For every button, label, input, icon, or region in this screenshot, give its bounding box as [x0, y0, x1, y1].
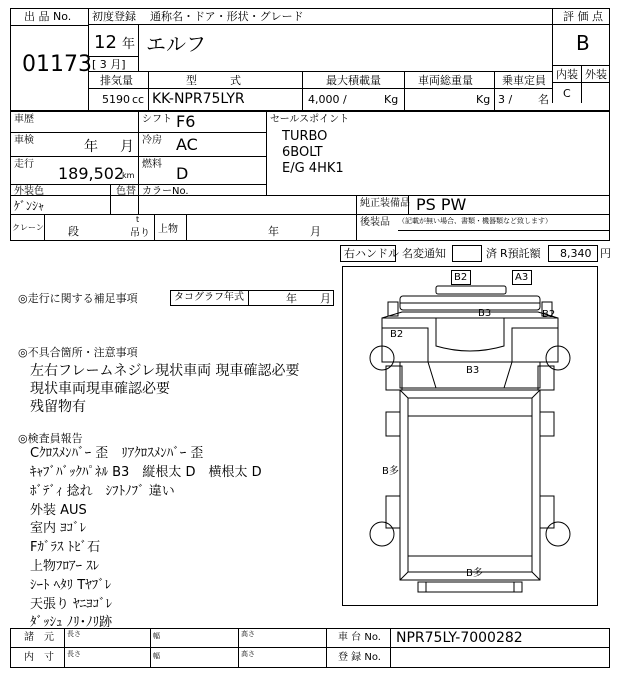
exterior-color-label: 外装色	[14, 186, 44, 197]
max-load-unit: Kg	[384, 93, 399, 106]
max-load-label: 最大積載量	[326, 74, 381, 87]
aftermarket-label: 後装品	[360, 217, 390, 228]
inspector-line-3: ﾎﾞﾃﾞｨ 捻れ ｼﾌﾄﾉﾌﾞ 違い	[30, 484, 175, 499]
lot-label: 出 品 No.	[24, 10, 72, 23]
tachograph-label: タコグラフ年式	[174, 292, 244, 303]
ac-value: AC	[176, 135, 198, 154]
upper-year: 年	[268, 225, 279, 238]
capacity-unit: 名	[538, 93, 549, 106]
gross-weight-unit: Kg	[476, 93, 491, 106]
vehicle-type-value: KK-NPR75LYR	[152, 91, 245, 107]
name-change-mark: 済	[486, 247, 497, 260]
driving-notes-title: ◎走行に関する補足事項	[18, 292, 138, 305]
color-change-label: 色替	[116, 186, 136, 197]
tachograph-month: 月	[320, 292, 331, 305]
history-label: 車歴	[14, 114, 34, 125]
gross-weight-label: 車両総重量	[418, 74, 473, 87]
mileage-unit: km	[122, 171, 135, 180]
shift-value: F6	[176, 112, 196, 131]
shift-label: シフト	[142, 114, 172, 125]
inspection-month-unit: 月	[120, 139, 134, 155]
max-load-value: 4,000 /	[308, 93, 347, 106]
mark-b2-right: B2	[542, 309, 556, 320]
displacement-label: 排気量	[100, 74, 133, 87]
displacement-unit: cc	[132, 93, 145, 106]
inspector-line-2: ｷｬﾌﾞﾊﾞｯｸﾊﾟﾈﾙ B3 縦根太 D 横根太 D	[30, 465, 262, 480]
defects-title: ◎不具合箇所・注意事項	[18, 346, 138, 359]
inspector-line-9: 天張り ﾔﾆﾖｺﾞﾚ	[30, 597, 113, 612]
inspector-line-1: Cｸﾛｽﾒﾝﾊﾞｰ 歪 ﾘｱｸﾛｽﾒﾝﾊﾞｰ 歪	[30, 446, 204, 461]
mileage-label: 走行	[14, 159, 34, 170]
chassis-label: 車 台 No.	[338, 632, 381, 643]
upper-month: 月	[310, 225, 321, 238]
defect-line-3: 残留物有	[30, 399, 86, 415]
ac-label: 冷房	[142, 135, 162, 146]
crane-ton: t	[136, 215, 140, 224]
inspector-line-8: ｼｰﾄ ﾍﾀﾘ Tﾔﾌﾞﾚ	[30, 578, 112, 593]
interior-dims-label: 内 寸	[24, 652, 54, 663]
inspection-year-unit: 年	[84, 139, 98, 155]
interior-length-label: 長さ	[67, 650, 81, 658]
defect-line-2: 現状車両現車確認必要	[30, 381, 170, 397]
inspection-label: 車検	[14, 135, 34, 146]
mileage-value: 189,502	[58, 164, 125, 183]
mark-a3-top: A3	[515, 272, 529, 283]
model-label: 通称名・ドア・形状・グレード	[150, 10, 304, 23]
exterior-rating-label: 外装	[585, 68, 607, 81]
mark-b-bottom: B多	[466, 568, 483, 579]
inspector-line-5: 室内 ﾖｺﾞﾚ	[30, 521, 87, 536]
color-no-label: カラーNo.	[142, 186, 189, 197]
displacement-value: 5190	[102, 93, 130, 106]
dims-label: 諸 元	[24, 632, 54, 643]
rating-label: 評 価 点	[563, 10, 603, 23]
crane-hang: 吊り	[130, 228, 150, 239]
inspector-line-6: Fｶﾞﾗｽ ﾄﾋﾞ石	[30, 540, 101, 555]
inspector-line-7: 上物ﾌﾛｱｰ ｽﾚ	[30, 559, 100, 574]
first-reg-year: 12	[94, 32, 117, 53]
first-reg-year-unit: 年	[122, 37, 136, 52]
first-reg-month: [ 3 月]	[92, 58, 126, 71]
mark-b-side: B多	[382, 466, 399, 477]
tachograph-year: 年	[286, 292, 297, 305]
recycle-value: 8,340	[560, 247, 592, 260]
aftermarket-note: （記載が無い場合、書類・機器類など致します）	[398, 217, 552, 225]
fuel-label: 燃料	[142, 159, 162, 170]
sales-point-3: E/G 4HK1	[282, 161, 344, 176]
inspector-line-10: ﾀﾞｯｼｭ ﾉﾘ･ﾉﾘ跡	[30, 615, 113, 630]
interior-width-label: 幅	[153, 652, 160, 660]
defect-line-1: 左右フレームネジレ現状車両 現車確認必要	[30, 363, 300, 379]
dims-height-label: 高さ	[241, 630, 255, 638]
crane-stage: 段	[68, 225, 79, 238]
inspector-line-4: 外装 AUS	[30, 503, 87, 518]
upper-label: 上物	[158, 224, 178, 235]
inspector-title: ◎検査員報告	[18, 432, 83, 445]
recycle-unit: 円	[600, 247, 611, 260]
name-change-label: 名変通知	[402, 247, 446, 260]
type-label: 型 式	[186, 74, 241, 87]
capacity-label: 乗車定員	[502, 74, 546, 87]
equipment-value: PS PW	[416, 195, 467, 214]
mark-b3-center: B3	[466, 365, 480, 376]
first-reg-label: 初度登録	[92, 10, 136, 23]
fuel-value: D	[176, 164, 189, 183]
right-handle-label: 右ハンドル	[344, 247, 399, 260]
interior-rating-label: 内装	[556, 68, 578, 81]
truck-diagram	[342, 266, 598, 606]
sales-points-label: セールスポイント	[270, 114, 350, 125]
interior-height-label: 高さ	[241, 650, 255, 658]
lot-number: 01173	[22, 52, 92, 77]
mark-b2-top: B2	[454, 272, 468, 283]
interior-rating-value: C	[563, 87, 571, 100]
mark-b3-cab: B3	[478, 308, 492, 319]
equipment-label: 純正装備品	[360, 198, 410, 209]
recycle-label: R預託額	[500, 247, 541, 260]
rating-value: B	[576, 31, 590, 55]
exterior-color-value: ｹﾞﾝｼｬ	[14, 199, 45, 213]
sales-point-1: TURBO	[282, 129, 328, 144]
dims-width-label: 幅	[153, 632, 160, 640]
sales-point-2: 6BOLT	[282, 145, 323, 160]
mark-b2-left: B2	[390, 329, 404, 340]
model-name: エルフ	[146, 32, 206, 56]
registration-label: 登 録 No.	[338, 652, 381, 663]
capacity-value: 3 /	[498, 93, 513, 106]
crane-label: クレーン	[12, 223, 44, 232]
chassis-value: NPR75LY-7000282	[396, 630, 523, 646]
dims-length-label: 長さ	[67, 630, 81, 638]
